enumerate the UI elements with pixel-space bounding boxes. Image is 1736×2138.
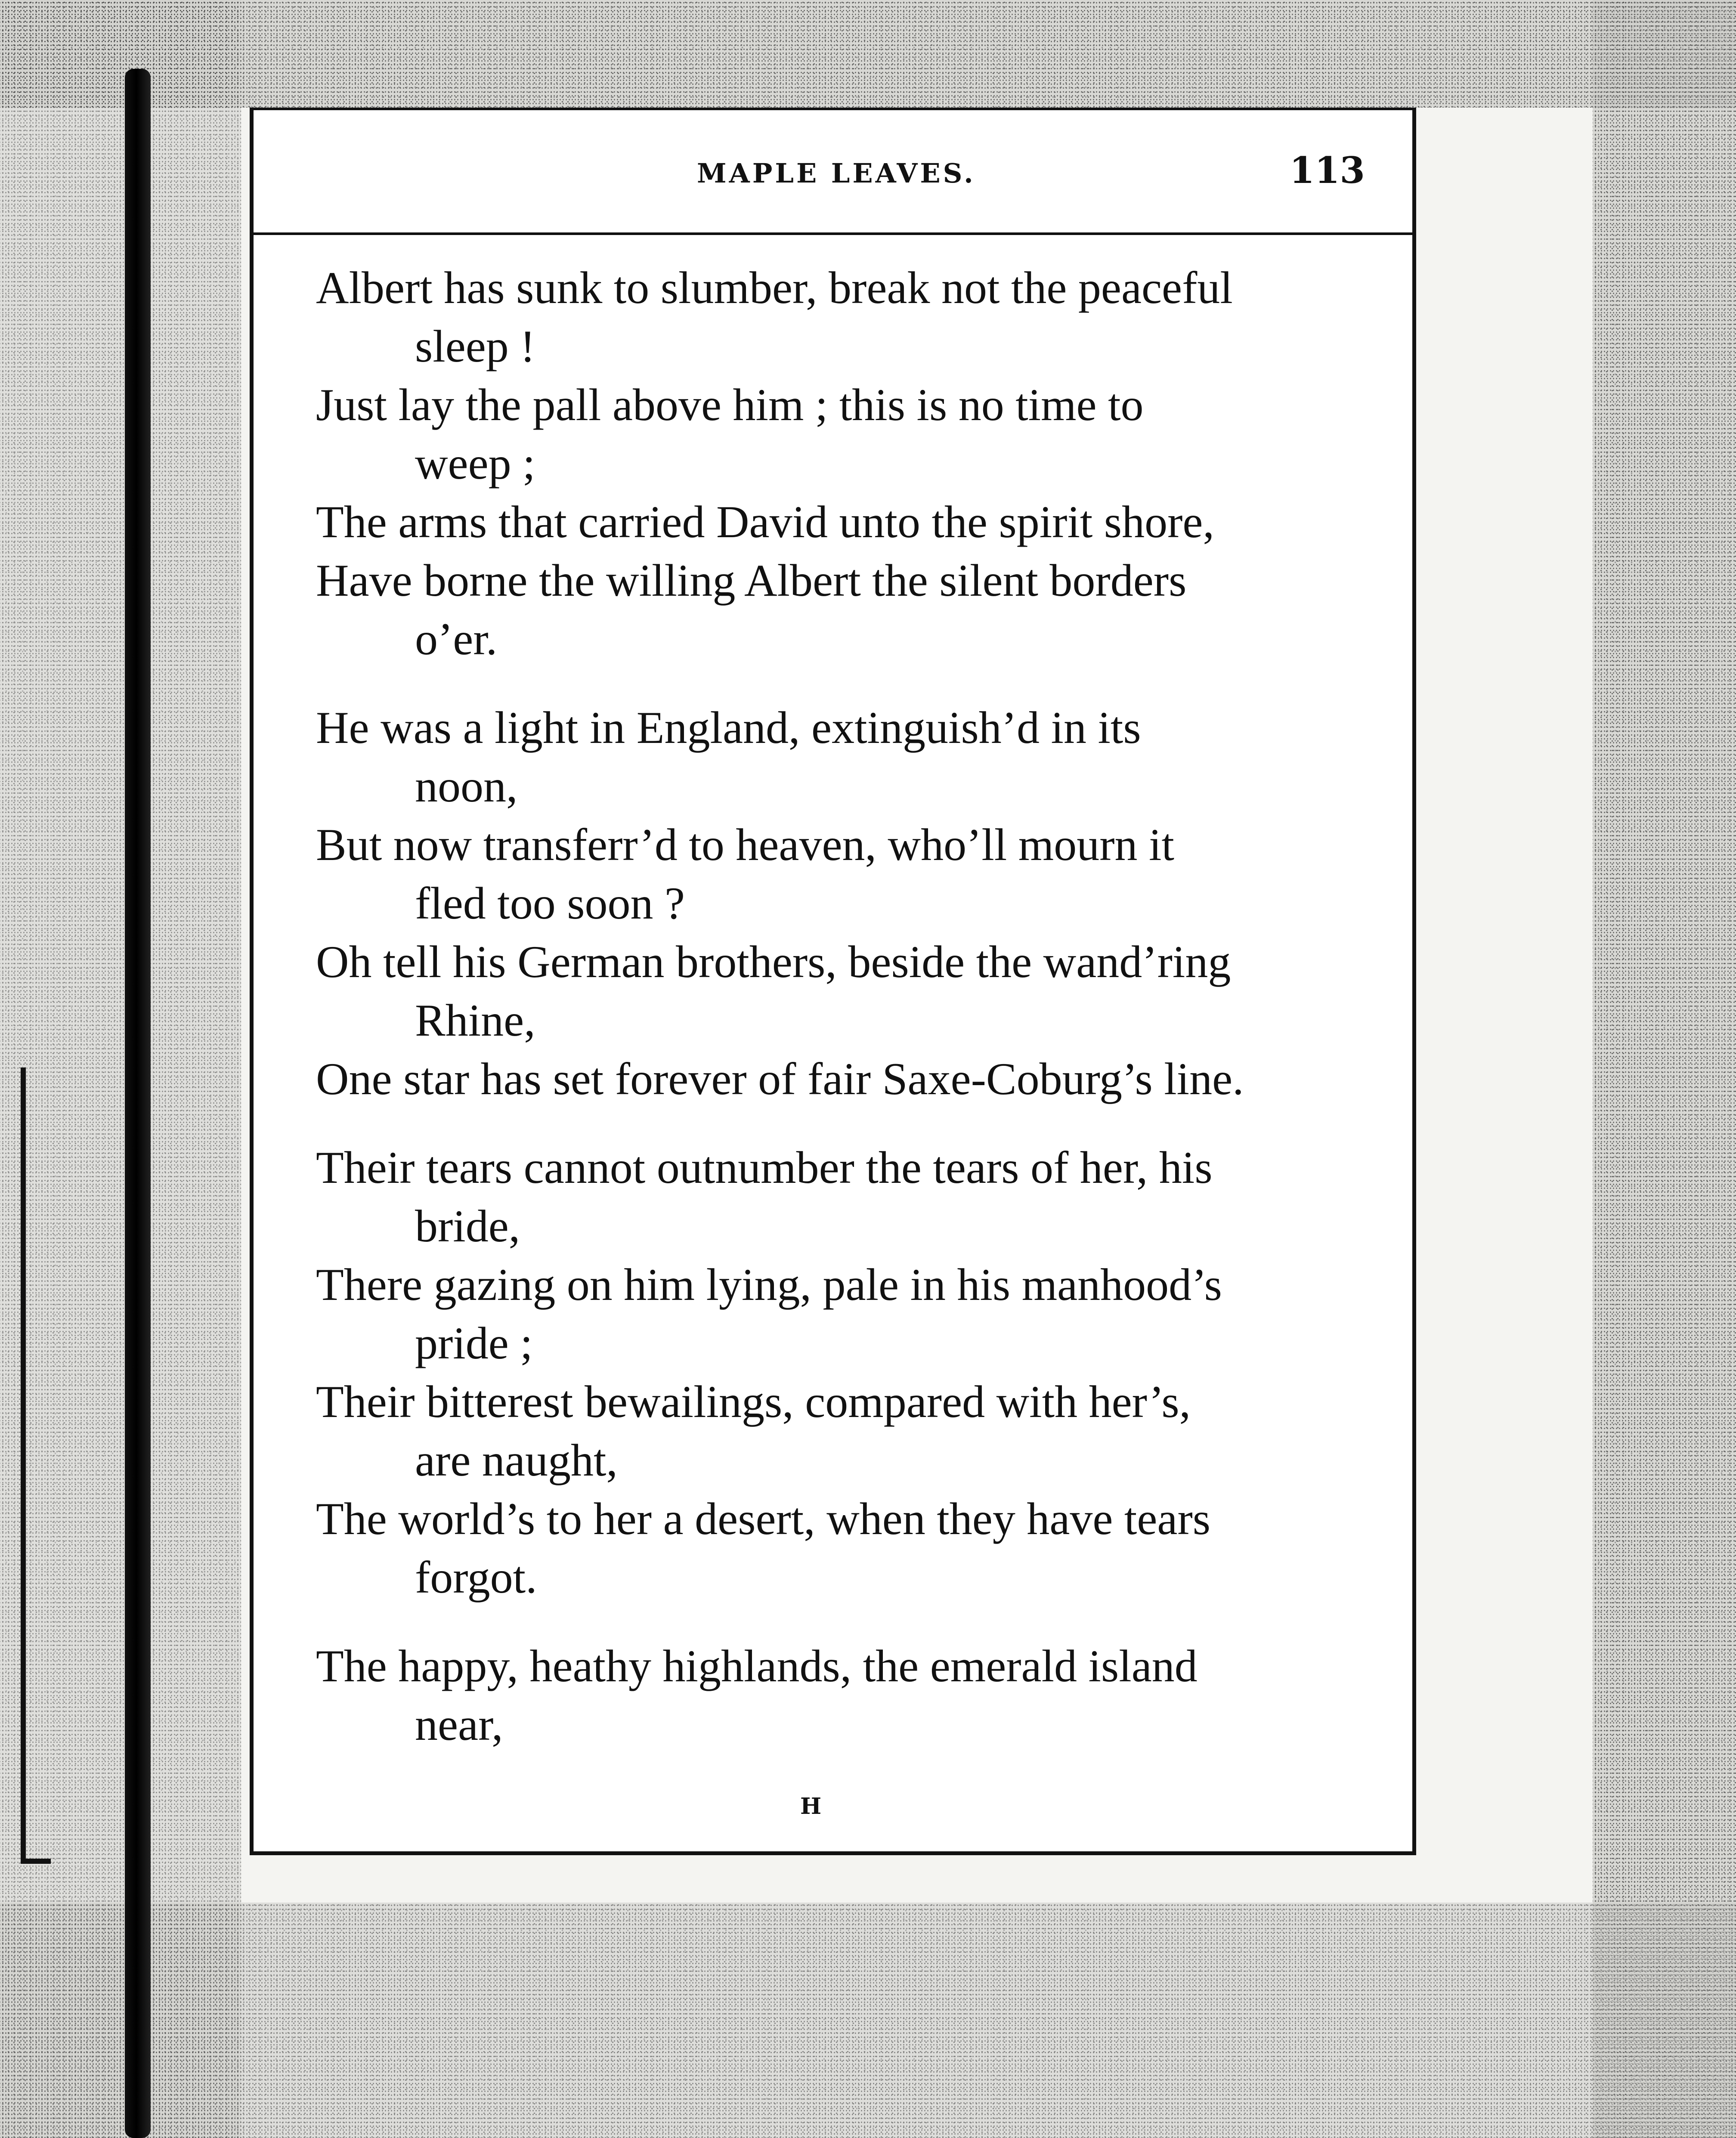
poem-line-continuation: noon, xyxy=(415,761,518,811)
poem-line: The happy, heathy highlands, the emerald island xyxy=(316,1641,1198,1691)
binding-edge-line xyxy=(21,1067,26,1864)
running-head-title: MAPLE LEAVES. xyxy=(697,158,976,189)
poem-line: Just lay the pall above him ; this is no time to xyxy=(316,380,1144,430)
poem-line-continuation: bride, xyxy=(415,1201,520,1251)
poem-line: But now transferr’d to heaven, who’ll mourn it xyxy=(316,820,1174,870)
poem-line: One star has set forever of fair Saxe-Coburg’s line. xyxy=(316,1054,1244,1104)
poem-line: He was a light in England, extinguish’d in its xyxy=(316,702,1141,753)
poem-line: Their bitterest bewailings, compared with her’s, xyxy=(316,1377,1191,1427)
poem-line-continuation: weep ; xyxy=(415,438,535,489)
poem-body xyxy=(316,259,1371,1784)
poem-line-continuation: sleep ! xyxy=(415,321,535,371)
stanza xyxy=(316,259,1371,668)
poem-line-continuation: forgot. xyxy=(415,1552,537,1603)
printed-page xyxy=(250,108,1416,1855)
poem-line: Their tears cannot outnumber the tears of her, his xyxy=(316,1142,1213,1193)
poem-line-continuation: o’er. xyxy=(415,614,498,664)
poem-line: Have borne the willing Albert the silent borders xyxy=(316,555,1187,606)
running-head xyxy=(254,110,1412,235)
scan-noise-bottom xyxy=(0,1903,1736,2138)
stanza xyxy=(316,1637,1371,1754)
poem-line: Oh tell his German brothers, beside the wand’ring xyxy=(316,937,1231,987)
stanza xyxy=(316,699,1371,1108)
page-number: 113 xyxy=(1289,149,1365,192)
scan-noise-right xyxy=(1593,0,1736,2138)
binding-edge-foot xyxy=(21,1859,51,1864)
poem-line-continuation: Rhine, xyxy=(415,995,535,1046)
stanza xyxy=(316,1139,1371,1607)
signature-mark: H xyxy=(800,1793,822,1819)
poem-line-continuation: near, xyxy=(415,1699,503,1750)
poem-line: There gazing on him lying, pale in his manhood’s xyxy=(316,1259,1222,1310)
scan-noise-top xyxy=(0,0,1736,108)
poem-line-continuation: pride ; xyxy=(415,1318,533,1368)
poem-line-continuation: are naught, xyxy=(415,1435,618,1485)
poem-line: The arms that carried David unto the spirit shore, xyxy=(316,497,1214,547)
scan-noise-left xyxy=(0,0,241,2138)
poem-line-continuation: fled too soon ? xyxy=(415,878,685,928)
poem-line: The world’s to her a desert, when they have tears xyxy=(316,1494,1211,1544)
poem-line: Albert has sunk to slumber, break not the peaceful xyxy=(316,263,1233,313)
book-binding-shadow xyxy=(125,69,151,2138)
